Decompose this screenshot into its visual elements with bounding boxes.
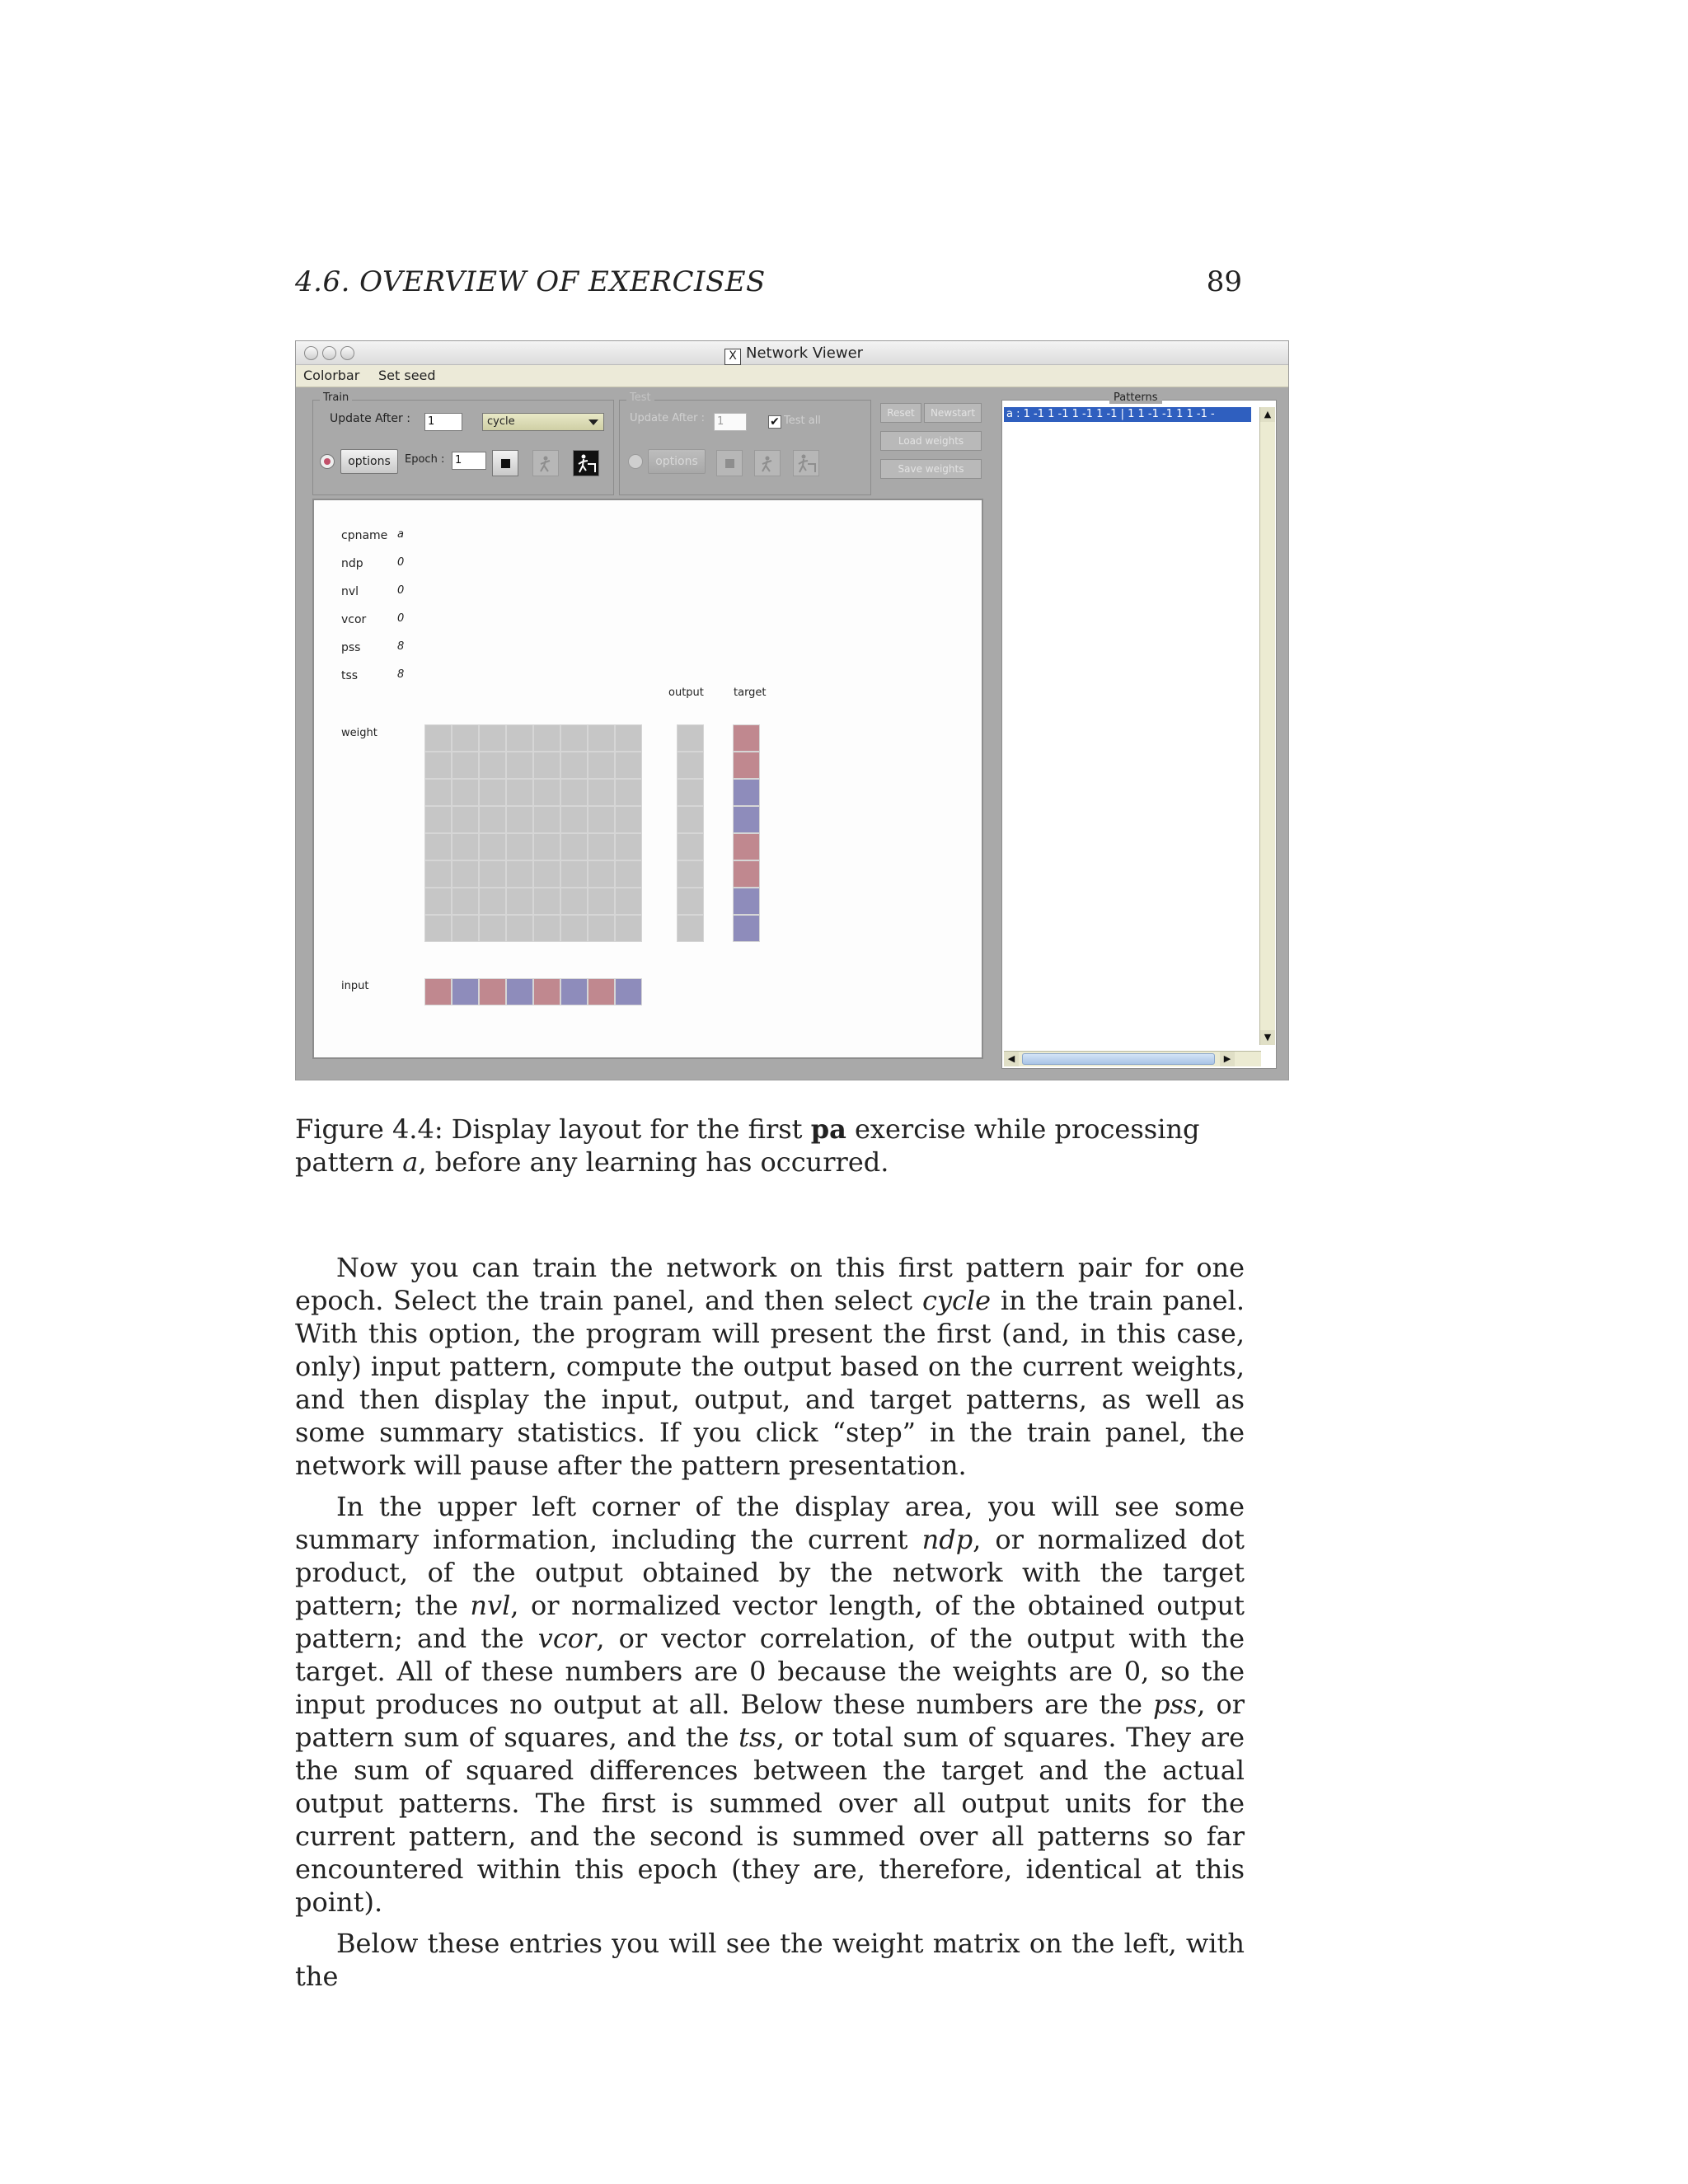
weight-cell [533,915,560,942]
weight-cell [533,888,560,915]
input-cell [506,978,533,1005]
train-mode-select[interactable]: cycle [482,413,604,431]
output-label: output [668,687,704,699]
weight-cell [452,724,479,752]
weight-cell [560,752,588,779]
stat-label: tss [341,669,359,682]
weight-cell [560,724,588,752]
test-all-checkbox[interactable]: ✔ [768,415,781,429]
input-cell [533,978,560,1005]
target-cell [733,860,760,888]
x11-icon: X [724,349,741,365]
page-number: 89 [1206,265,1242,298]
paragraph: In the upper left corner of the display area, you will see some summary information, including the current ndp, or normalized dot product, of the output obtained by the network with the target pattern; the nvl, or normalized vector length, of the obtained output pattern; and the vcor, or vector correlation, of the output with the target. All of these numbers are 0 because the weights are 0, so the input produces no output at all. Below these numbers are the pss, or pattern sum of squares, and the tss, or total sum of squares. They are the sum of squared differences between the target and the actual output patterns. The first is summed over all output units for the current pattern, and the second is summed over all patterns so far encountered within this epoch (they are, therefore, identical at this point). [295,1491,1245,1918]
step-icon [533,451,558,476]
stop-icon [717,451,742,476]
weight-cell [615,833,642,860]
weight-cell [424,833,452,860]
window-title: X Network Viewer [724,344,863,365]
output-cell [677,888,704,915]
weight-cell [479,779,506,806]
weight-cell [560,779,588,806]
test-update-after-label: Update After : [630,412,705,424]
menu-set-seed[interactable]: Set seed [378,368,436,383]
minimize-window-button[interactable] [322,346,336,360]
step-button[interactable] [532,450,559,476]
stat-label: vcor [341,613,367,626]
epoch-input[interactable]: 1 [452,452,486,470]
weight-cell [533,779,560,806]
weight-cell [533,752,560,779]
test-all-label: Test all [784,415,821,427]
test-step-button[interactable] [754,450,781,476]
weight-cell [479,806,506,833]
output-cell [677,915,704,942]
run-icon [794,451,818,476]
body-text [295,1251,1245,2001]
output-cell [677,779,704,806]
scroll-down-icon[interactable]: ▼ [1260,1030,1275,1045]
zoom-window-button[interactable] [340,346,354,360]
vertical-scrollbar[interactable] [1259,407,1275,1045]
weight-cell [479,915,506,942]
reset-button[interactable]: Reset [880,403,921,423]
stat-value: 0 [397,556,405,569]
target-cell [733,888,760,915]
load-weights-button[interactable]: Load weights [880,431,982,451]
test-stop-button[interactable] [716,450,743,476]
horizontal-scrollbar[interactable] [1004,1051,1261,1066]
epoch-label: Epoch : [405,453,445,466]
input-cell [560,978,588,1005]
weight-cell [506,860,533,888]
weight-cell [479,724,506,752]
patterns-title: Patterns [1109,392,1162,404]
weight-cell [452,806,479,833]
train-options-button[interactable]: options [340,449,398,474]
input-cell [452,978,479,1005]
patterns-panel [1001,391,1277,1069]
train-update-after-label: Update After : [330,412,410,425]
step-icon [755,451,780,476]
output-cell [677,806,704,833]
scroll-right-icon[interactable]: ▶ [1220,1052,1235,1066]
test-update-after-input[interactable]: 1 [714,413,747,431]
display-area [312,499,983,1059]
menu-colorbar[interactable]: Colorbar [303,368,360,383]
input-cell [424,978,452,1005]
input-label: input [341,980,369,992]
test-options-button[interactable]: options [648,449,706,474]
run-button[interactable] [573,450,599,476]
horizontal-scroll-thumb[interactable] [1022,1053,1215,1065]
weight-cell [479,860,506,888]
menu-bar [296,365,1288,387]
weight-cell [615,752,642,779]
target-cell [733,915,760,942]
stat-value: 8 [397,640,405,653]
stat-label: nvl [341,585,359,598]
chevron-down-icon [588,419,598,425]
input-cell [615,978,642,1005]
weight-cell [533,833,560,860]
stat-value: 8 [397,668,405,681]
weight-cell [588,806,615,833]
weight-cell [424,752,452,779]
target-cell [733,752,760,779]
test-run-button[interactable] [793,450,819,476]
weight-cell [615,915,642,942]
weight-cell [533,860,560,888]
train-radio[interactable] [320,454,335,469]
stat-label: pss [341,641,361,654]
weight-cell [560,860,588,888]
weight-cell [560,833,588,860]
stop-button[interactable] [492,450,518,476]
paragraph: Now you can train the network on this first pattern pair for one epoch. Select the train panel, and then select cycle in the train panel. With this option, the program will present the first (and, in this case, only) input pattern, compute the output based on the current weights, and then display the input, output, and target patterns, as well as some summary statistics. If you click “step” in the train panel, the network will pause after the pattern presentation. [295,1252,1245,1481]
weight-cell [479,752,506,779]
target-cell [733,724,760,752]
weight-cell [588,915,615,942]
target-cell [733,833,760,860]
weight-cell [479,833,506,860]
stat-value: a [397,528,404,541]
weight-cell [506,724,533,752]
weight-cell [424,806,452,833]
weight-cell [533,806,560,833]
weight-cell [588,860,615,888]
figure-caption: Figure 4.4: Display layout for the first pa exercise while processing pattern a, before any learning has occurred. [295,1113,1200,1178]
scroll-up-icon[interactable]: ▲ [1260,407,1275,422]
weight-cell [506,833,533,860]
stat-label: cpname [341,529,388,542]
stat-value: 0 [397,612,405,625]
input-cell [479,978,506,1005]
save-weights-button[interactable]: Save weights [880,459,982,479]
paragraph: Below these entries you will see the weight matrix on the left, with the [295,1928,1245,1992]
weight-cell [615,860,642,888]
run-icon [574,451,598,476]
output-cell [677,860,704,888]
weight-cell [506,752,533,779]
output-cell [677,724,704,752]
weight-cell [424,860,452,888]
stat-value: 0 [397,584,405,597]
running-head: 4.6. OVERVIEW OF EXERCISES [295,265,766,298]
weight-cell [588,779,615,806]
pattern-row[interactable]: a : 1 -1 1 -1 1 -1 1 -1 | 1 1 -1 -1 1 1 -1 - [1004,407,1251,422]
weight-cell [452,888,479,915]
weight-cell [452,860,479,888]
train-panel-label: Train [320,392,352,404]
weight-cell [506,915,533,942]
test-radio[interactable] [628,454,643,469]
weight-cell [452,833,479,860]
weight-cell [588,833,615,860]
weight-cell [506,888,533,915]
target-cell [733,779,760,806]
target-cell [733,806,760,833]
output-cell [677,752,704,779]
weight-cell [560,915,588,942]
weight-cell [560,888,588,915]
weight-cell [615,806,642,833]
stop-icon [493,451,518,476]
close-window-button[interactable] [304,346,318,360]
weight-cell [452,779,479,806]
weight-cell [615,724,642,752]
test-panel-label: Test [626,392,654,404]
weight-label: weight [341,727,377,739]
input-cell [588,978,615,1005]
weight-cell [506,806,533,833]
output-cell [677,833,704,860]
weight-cell [452,752,479,779]
weight-cell [506,779,533,806]
title-bar [296,341,1288,365]
weight-cell [588,888,615,915]
weight-cell [560,806,588,833]
weight-cell [533,724,560,752]
network-viewer-window [295,340,1289,1080]
weight-cell [424,915,452,942]
scroll-left-icon[interactable]: ◀ [1004,1052,1019,1066]
target-label: target [734,687,767,699]
weight-cell [424,724,452,752]
stat-label: ndp [341,557,363,570]
weight-cell [424,779,452,806]
weight-cell [588,724,615,752]
weight-cell [615,779,642,806]
weight-cell [452,915,479,942]
newstart-button[interactable]: Newstart [924,403,982,423]
train-update-after-input[interactable]: 1 [424,413,462,431]
weight-cell [615,888,642,915]
test-panel[interactable] [619,391,871,495]
weight-cell [424,888,452,915]
weight-cell [479,888,506,915]
train-panel[interactable] [312,391,614,495]
weight-cell [588,752,615,779]
